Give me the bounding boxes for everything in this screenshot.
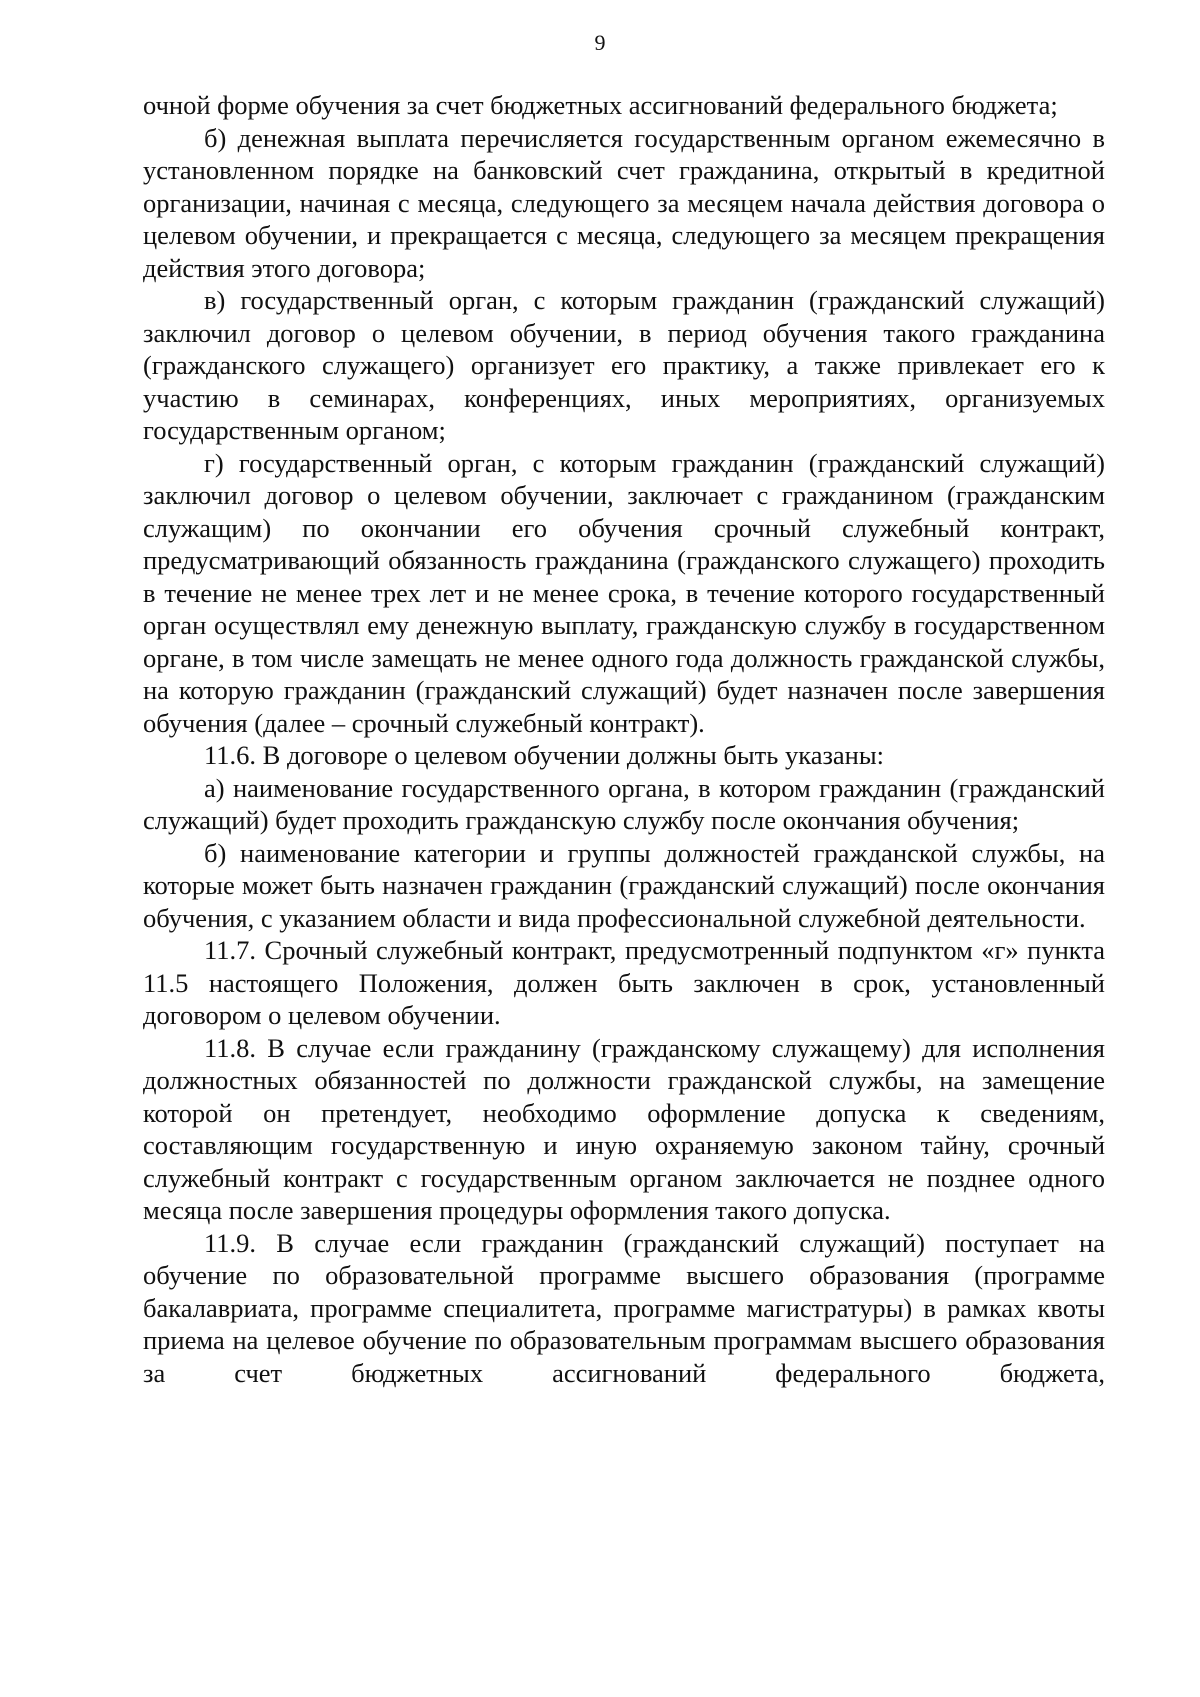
body-paragraph: 11.6. В договоре о целевом обучении должны быть указаны: <box>204 740 885 770</box>
body-paragraph: 11.9. В случае если гражданин (гражданский служащий) поступает на обучение по образовательной программе высшего образования (программе бакалавриата, программе специалитета, программе магистратуры) в рамках квоты приема на целевое обучение по образовательным программам высшего образования за счет бюджетных ассигнований федерального бюджета, <box>143 1227 1105 1388</box>
body-paragraph: в) государственный орган, с которым гражданин (гражданский служащий) заключил договор о целевом обучении, в период обучения такого гражданина (гражданского служащего) организует его практику, а также привлекает его к участию в семинарах, конференциях, иных мероприятиях, организуемых государственным органом; <box>143 285 1105 445</box>
body-paragraph: 11.7. Срочный служебный контракт, предусмотренный подпунктом «г» пункта 11.5 настоящего Положения, должен быть заключен в срок, установленный договором о целевом обучении. <box>143 935 1105 1030</box>
body-paragraph: 11.8. В случае если гражданину (гражданскому служащему) для исполнения должностных обязанностей по должности гражданской службы, на замещение которой он претендует, необходимо оформление допуска к сведениям, составляющим государственную и иную охраняемую законом тайну, срочный служебный контракт с государственным органом заключается не позднее одного месяца после завершения процедуры оформления такого допуска. <box>143 1032 1105 1225</box>
body-paragraph: очной форме обучения за счет бюджетных ассигнований федерального бюджета; <box>143 90 1058 120</box>
body-paragraph: б) наименование категории и группы должностей гражданской службы, на которые может быть назначен гражданин (гражданский служащий) после окончания обучения, с указанием области и вида профессиональной служебной деятельности. <box>143 837 1105 933</box>
page-number: 9 <box>594 30 606 55</box>
document-body <box>143 89 1105 1389</box>
body-paragraph: а) наименование государственного органа, в котором гражданин (гражданский служащий) будет проходить гражданскую службу после окончания обучения; <box>143 772 1105 835</box>
body-paragraph: б) денежная выплата перечисляется государственным органом ежемесячно в установленном порядке на банковский счет гражданина, открытый в кредитной организации, начиная с месяца, следующего за месяцем начала действия договора о целевом обучении, и прекращается с месяца, следующего за месяцем прекращения действия этого договора; <box>143 122 1105 283</box>
body-paragraph: г) государственный орган, с которым гражданин (гражданский служащий) заключил договор о целевом обучении, заключает с гражданином (гражданским служащим) по окончании его обучения срочный служебный контракт, предусматривающий обязанность гражданина (гражданского служащего) проходить в течение не менее трех лет и не менее срока, в течение которого государственный орган осуществлял ему денежную выплату, гражданскую службу в государственном органе, в том числе замещать не менее одного года должность гражданской службы, на которую гражданин (гражданский служащий) будет назначен после завершения обучения (далее – срочный служебный контракт). <box>143 447 1105 738</box>
